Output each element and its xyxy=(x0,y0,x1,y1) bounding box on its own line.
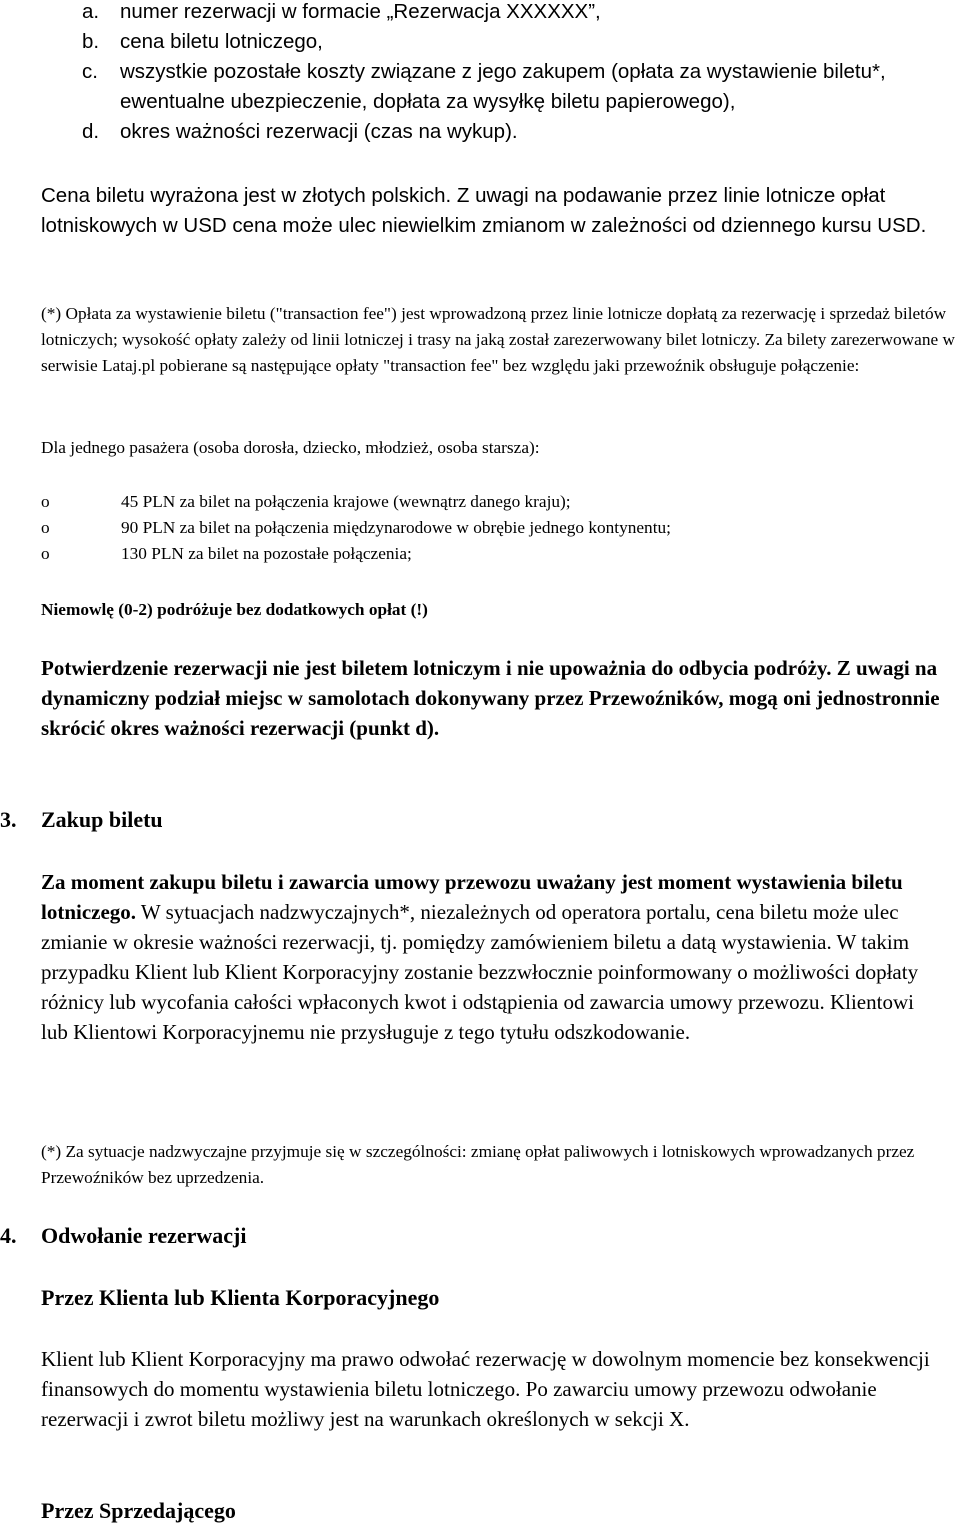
section-title: Zakup biletu xyxy=(41,807,163,832)
section-3-text: W sytuacjach nadzwyczajnych*, niezależnych od operatora portalu, cena biletu może ulec zmianie w okresie ważności rezerwacji, tj. pomiędzy zamówieniem biletu a datą wystawienia. W takim przypadku Klient lub Klient Korporacyjny zostanie bezzwłocznie poinformowany o możliwości dopłaty różnicy lub wycofania całości wpłaconych kwot i odstąpienia od zawarcia umowy przewozu. Klientowi lub Klientowi Korporacyjnemu nie przysługuje z tego tytułu odszkodowanie. xyxy=(41,900,919,1044)
section-3-bold-lead: Za moment zakupu biletu i zawarcia umowy przewozu uważany jest moment wystawienia biletu lotniczego. xyxy=(41,870,903,924)
list-marker: d. xyxy=(82,120,100,143)
section-4-body: Klient lub Klient Korporacyjny ma prawo odwołać rezerwację w dowolnym momencie bez konsekwencji finansowych do momentu wystawienia biletu lotniczego. Po zawarciu umowy przewozu odwołanie rezerwacji i zwrot biletu możliwy jest na warunkach określonych w sekcji X. xyxy=(41,1347,930,1431)
list-item xyxy=(82,117,942,147)
list-item xyxy=(41,489,941,515)
bullet-marker: o xyxy=(41,544,50,563)
list-item xyxy=(41,541,941,567)
price-note: Cena biletu wyrażona jest w złotych polskich. Z uwagi na podawanie przez linie lotnicze opłat lotniskowych w USD cena może ulec niewielkim zmianom w zależności od dziennego kursu USD. xyxy=(41,184,927,237)
section-3-footnote: (*) Za sytuacje nadzwyczajne przyjmuje się w szczególności: zmianę opłat paliwowych i lotniskowych wprowadzanych przez Przewoźników bez uprzedzenia. xyxy=(41,1142,915,1187)
list-item xyxy=(41,515,941,541)
fee-note: (*) Opłata za wystawienie biletu ("transaction fee") jest wprowadzoną przez linie lotnicze dopłatą za rezerwację i sprzedaż biletów lotniczych; wysokość opłaty zależy od linii lotniczej i trasy na jaką został zarezerwowany bilet lotniczy. Za bilety zarezerwowane w serwisie Lataj.pl pobierane są następujące opłaty "transaction fee" bez względu jaki przewoźnik obsługuje połączenie: xyxy=(41,304,955,375)
section-4-subheading-client: Przez Klienta lub Klienta Korporacyjnego xyxy=(41,1285,440,1310)
list-marker: b. xyxy=(82,30,100,53)
section-4-subheading-seller: Przez Sprzedającego xyxy=(41,1498,236,1523)
fee-text: 45 PLN za bilet na połączenia krajowe (wewnątrz danego kraju); xyxy=(121,492,571,511)
bullet-marker: o xyxy=(41,518,50,537)
fee-text: 90 PLN za bilet na połączenia międzynarodowe w obrębie jednego kontynentu; xyxy=(121,518,671,537)
fee-list xyxy=(41,489,941,567)
list-item xyxy=(82,0,942,27)
bullet-marker: o xyxy=(41,492,50,511)
confirmation-note: Potwierdzenie rezerwacji nie jest biletem lotniczym i nie upoważnia do odbycia podróży. Z uwagi na dynamiczny podział miejsc w samolotach dokonywany przez Przewoźników, mogą oni jednostronnie skrócić okres ważności rezerwacji (punkt d). xyxy=(41,656,940,740)
list-item-text: numer rezerwacji w formacie „Rezerwacja XXXXXX”, xyxy=(120,0,601,23)
passenger-intro: Dla jednego pasażera (osoba dorosła, dziecko, młodzież, osoba starsza): xyxy=(41,438,540,457)
section-number: 4. xyxy=(0,1223,17,1248)
list-item-text: wszystkie pozostałe koszty związane z jego zakupem (opłata za wystawienie biletu*, ewentualne ubezpieczenie, dopłata za wysyłkę biletu papierowego), xyxy=(120,60,886,113)
list-item xyxy=(82,57,942,117)
section-number: 3. xyxy=(0,807,17,832)
section-title: Odwołanie rezerwacji xyxy=(41,1223,247,1248)
list-item-text: cena biletu lotniczego, xyxy=(120,30,323,53)
list-marker: c. xyxy=(82,60,98,83)
fee-text: 130 PLN za bilet na pozostałe połączenia; xyxy=(121,544,412,563)
list-marker: a. xyxy=(82,0,100,23)
list-item xyxy=(82,27,942,57)
section-3-body xyxy=(41,867,941,1047)
reservation-details-list xyxy=(82,0,942,147)
list-item-text: okres ważności rezerwacji (czas na wykup). xyxy=(120,120,518,143)
infant-note: Niemowlę (0-2) podróżuje bez dodatkowych opłat (!) xyxy=(41,600,428,619)
